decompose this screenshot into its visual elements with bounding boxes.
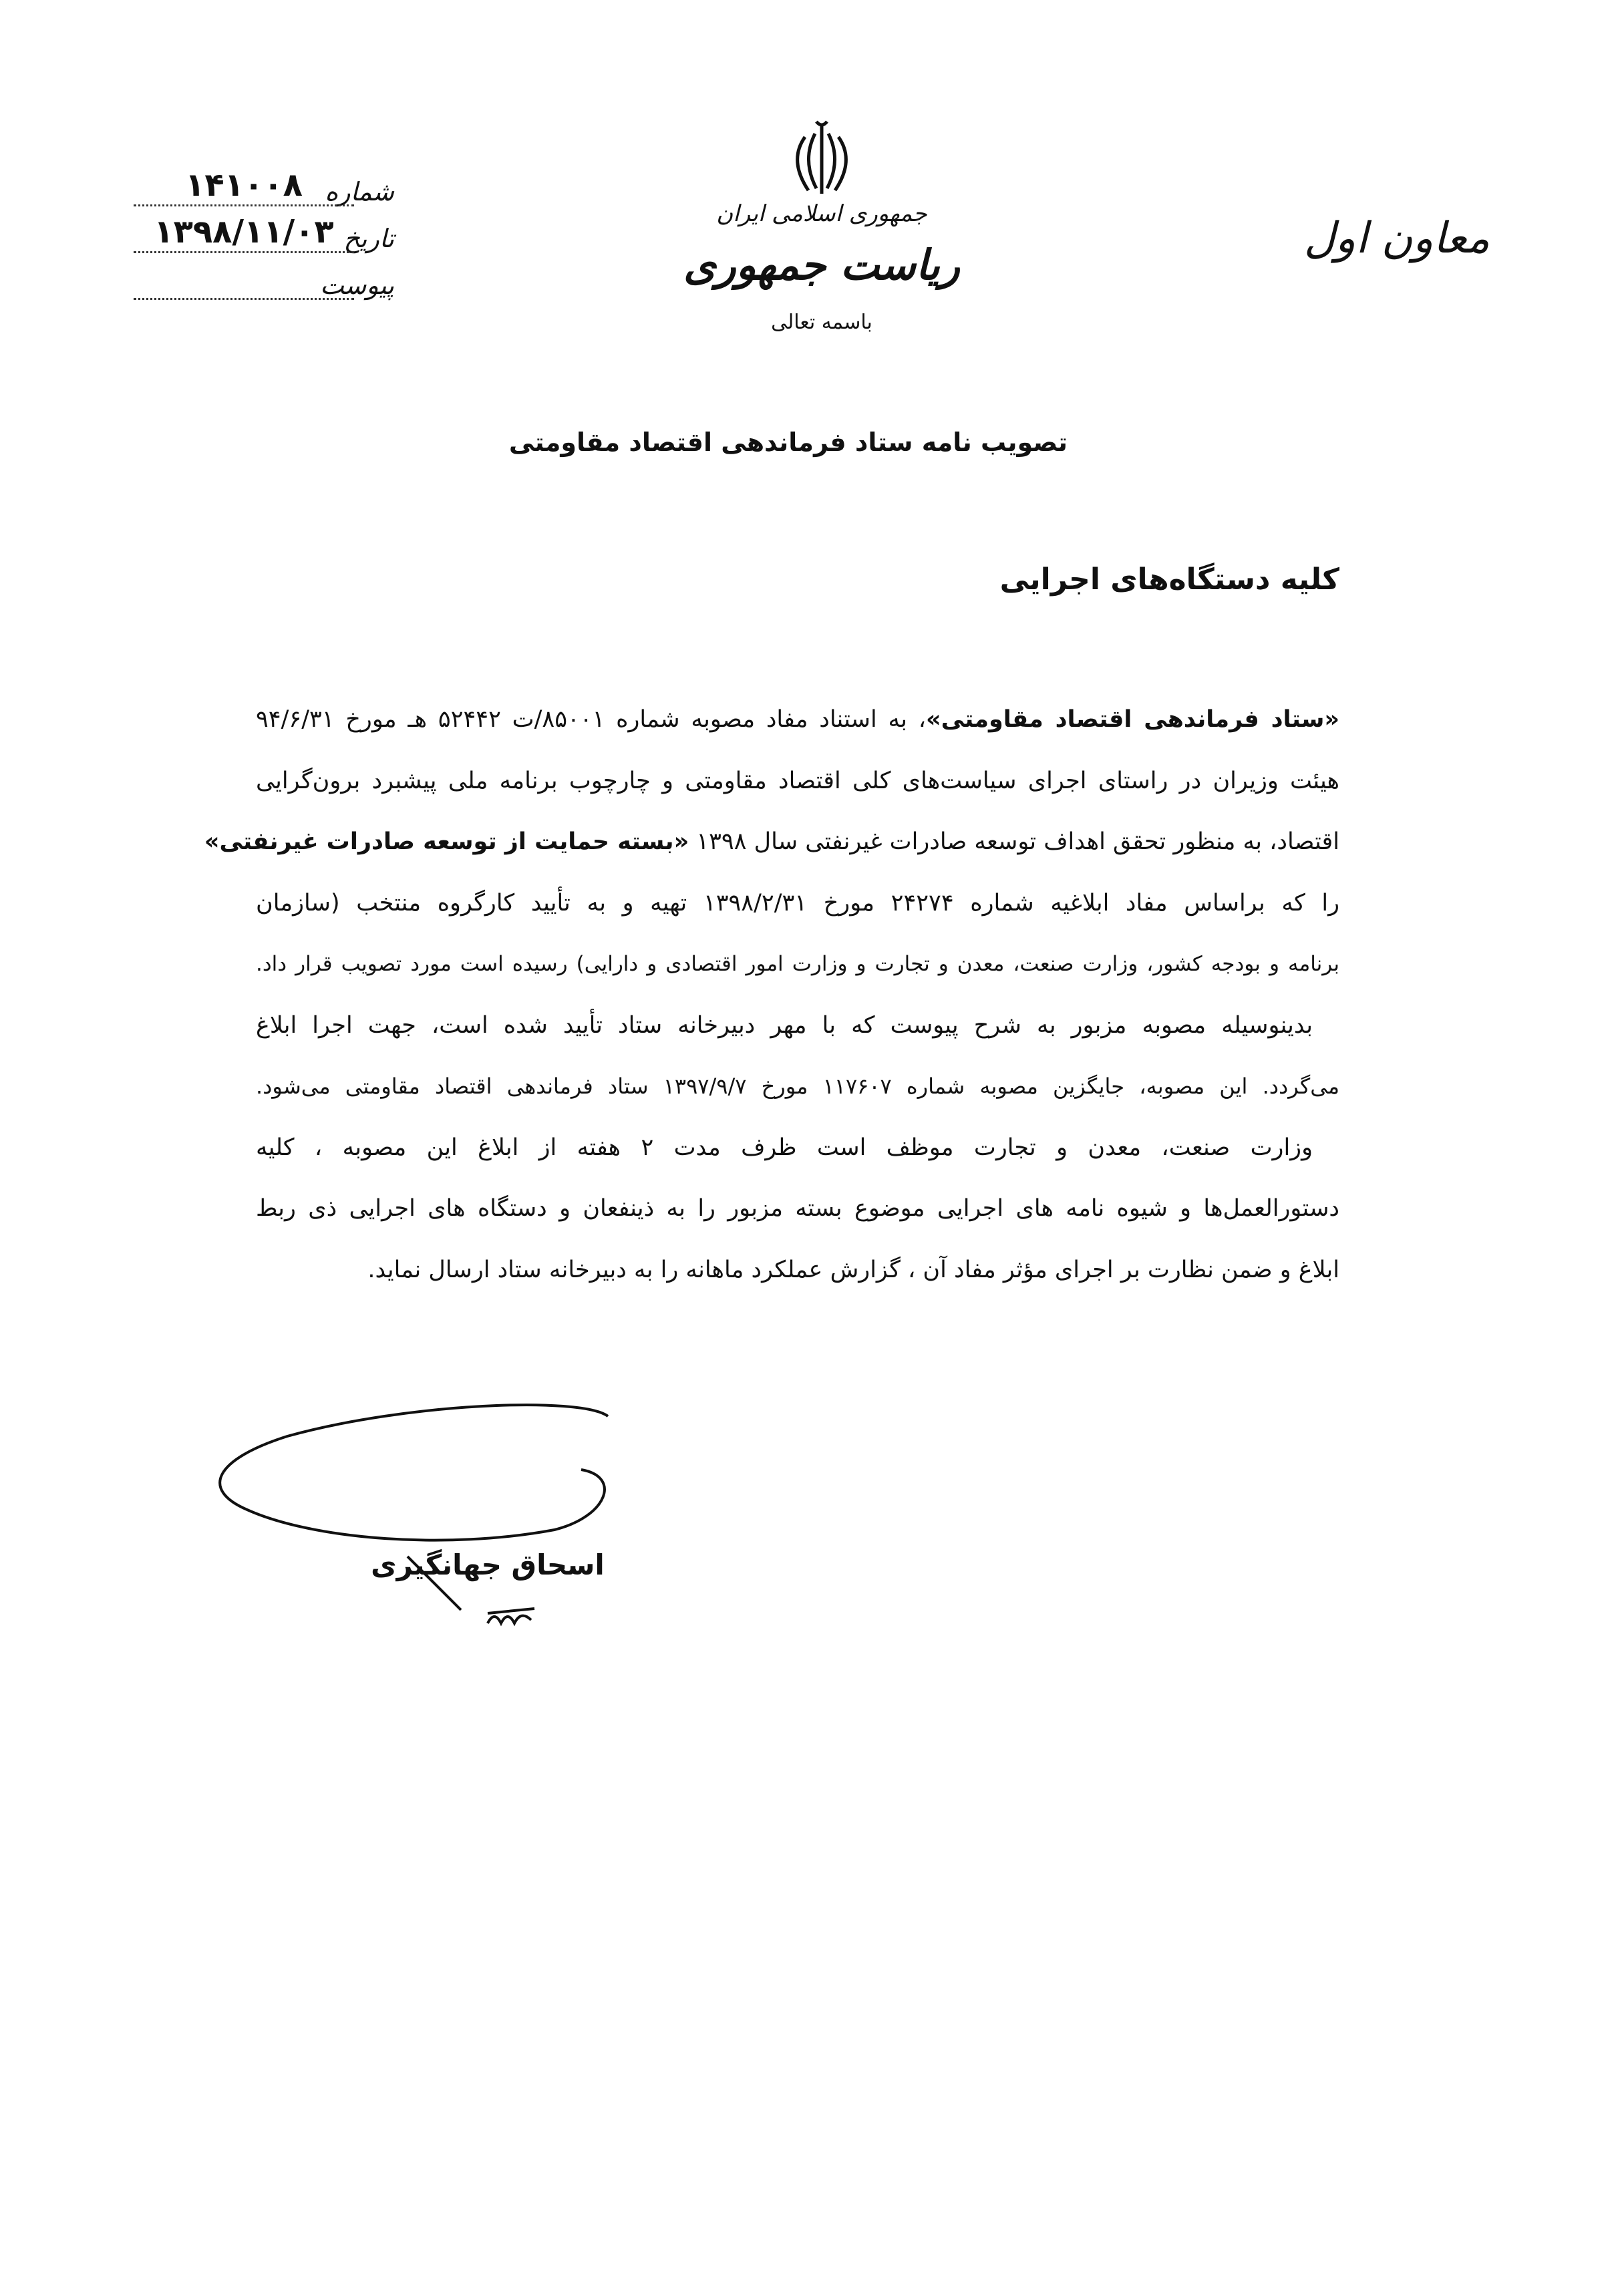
body-line: وزارت صنعت، معدن و تجارت موظف است ظرف مدت ۲ هفته از ابلاغ این مصوبه ، کلیه — [256, 1134, 1313, 1161]
body-line: اقتصاد، به منظور تحقق اهداف توسعه صادرات غیرنفتی سال ۱۳۹۸ «بسته حمایت از توسعه صادرات غیرنفتی» — [204, 828, 1339, 855]
number-value: ۱۴۱۰۰۸ — [134, 167, 354, 206]
invocation: باسمه تعالی — [771, 311, 872, 334]
office-title: معاون اول — [1303, 214, 1490, 263]
body-line: می‌گردد. این مصوبه، جایگزین مصوبه شماره ۱۱۷۶۰۷ مورخ ۱۳۹۷/۹/۷ ستاد فرماندهی اقتصاد مقاومتی می‌شود. — [256, 1074, 1340, 1099]
letter-body — [204, 698, 1340, 1309]
org-name-iran: جمهوری اسلامی ایران — [716, 200, 927, 227]
attachment-label: پیوست — [320, 271, 394, 300]
iran-emblem-logo — [775, 120, 868, 200]
letter-date-row — [134, 214, 394, 253]
bold-phrase: «بسته حمایت از توسعه صادرات غیرنفتی» — [204, 828, 689, 855]
date-value: ۱۳۹۸/۱۱/۰۳ — [134, 214, 354, 253]
body-line: هیئت وزیران در راستای اجرای سیاست‌های کلی اقتصاد مقاومتی و چارچوب برنامه ملی پیشبرد برون‌گرایی — [256, 767, 1339, 794]
bold-phrase: «ستاد فرماندهی اقتصاد مقاومتی» — [926, 706, 1339, 733]
body-line: دستورالعمل‌ها و شیوه نامه های اجرایی موضوع بسته مزبور را به ذینفعان و دستگاه های اجرایی ذی ربط — [256, 1195, 1339, 1222]
attachment-value — [134, 261, 354, 300]
number-label: شماره — [325, 177, 394, 206]
attachment-row — [134, 261, 394, 300]
body-line: را که براساس مفاد ابلاغیه شماره ۲۴۲۷۴ مورخ ۱۳۹۸/۲/۳۱ تهیه و به تأیید کارگروه منتخب (سازمان — [256, 889, 1339, 917]
letter-number-row — [134, 167, 394, 206]
body-line: «ستاد فرماندهی اقتصاد مقاومتی»، به استناد مفاد مصوبه شماره ۸۵۰۰۱/ت ۵۲۴۴۲ هـ مورخ ۹۴/۶/۳۱ — [256, 706, 1339, 733]
addressee: کلیه دستگاه‌های اجرایی — [999, 562, 1339, 597]
body-line: برنامه و بودجه کشور، وزارت صنعت، معدن و تجارت و وزارت امور اقتصادی و دارایی) رسیده است مورد تصویب قرار داد. — [256, 952, 1339, 976]
handwritten-signature — [207, 1396, 621, 1637]
body-line: بدینوسیله مصوبه مزبور به شرح پیوست که با مهر دبیرخانه ستاد تأیید شده است، جهت اجرا ابلاغ — [256, 1011, 1313, 1039]
org-name-presidency: ریاست جمهوری — [683, 240, 960, 289]
signer-name: اسحاق جهانگیری — [371, 1548, 605, 1581]
document-title: تصویب نامه ستاد فرماندهی اقتصاد مقاومتی — [508, 428, 1068, 457]
date-label: تاریخ — [343, 224, 394, 253]
body-line: ابلاغ و ضمن نظارت بر اجرای مؤثر مفاد آن ، گزارش عملکرد ماهانه را به دبیرخانه ستاد ارسال نماید. — [367, 1256, 1339, 1283]
